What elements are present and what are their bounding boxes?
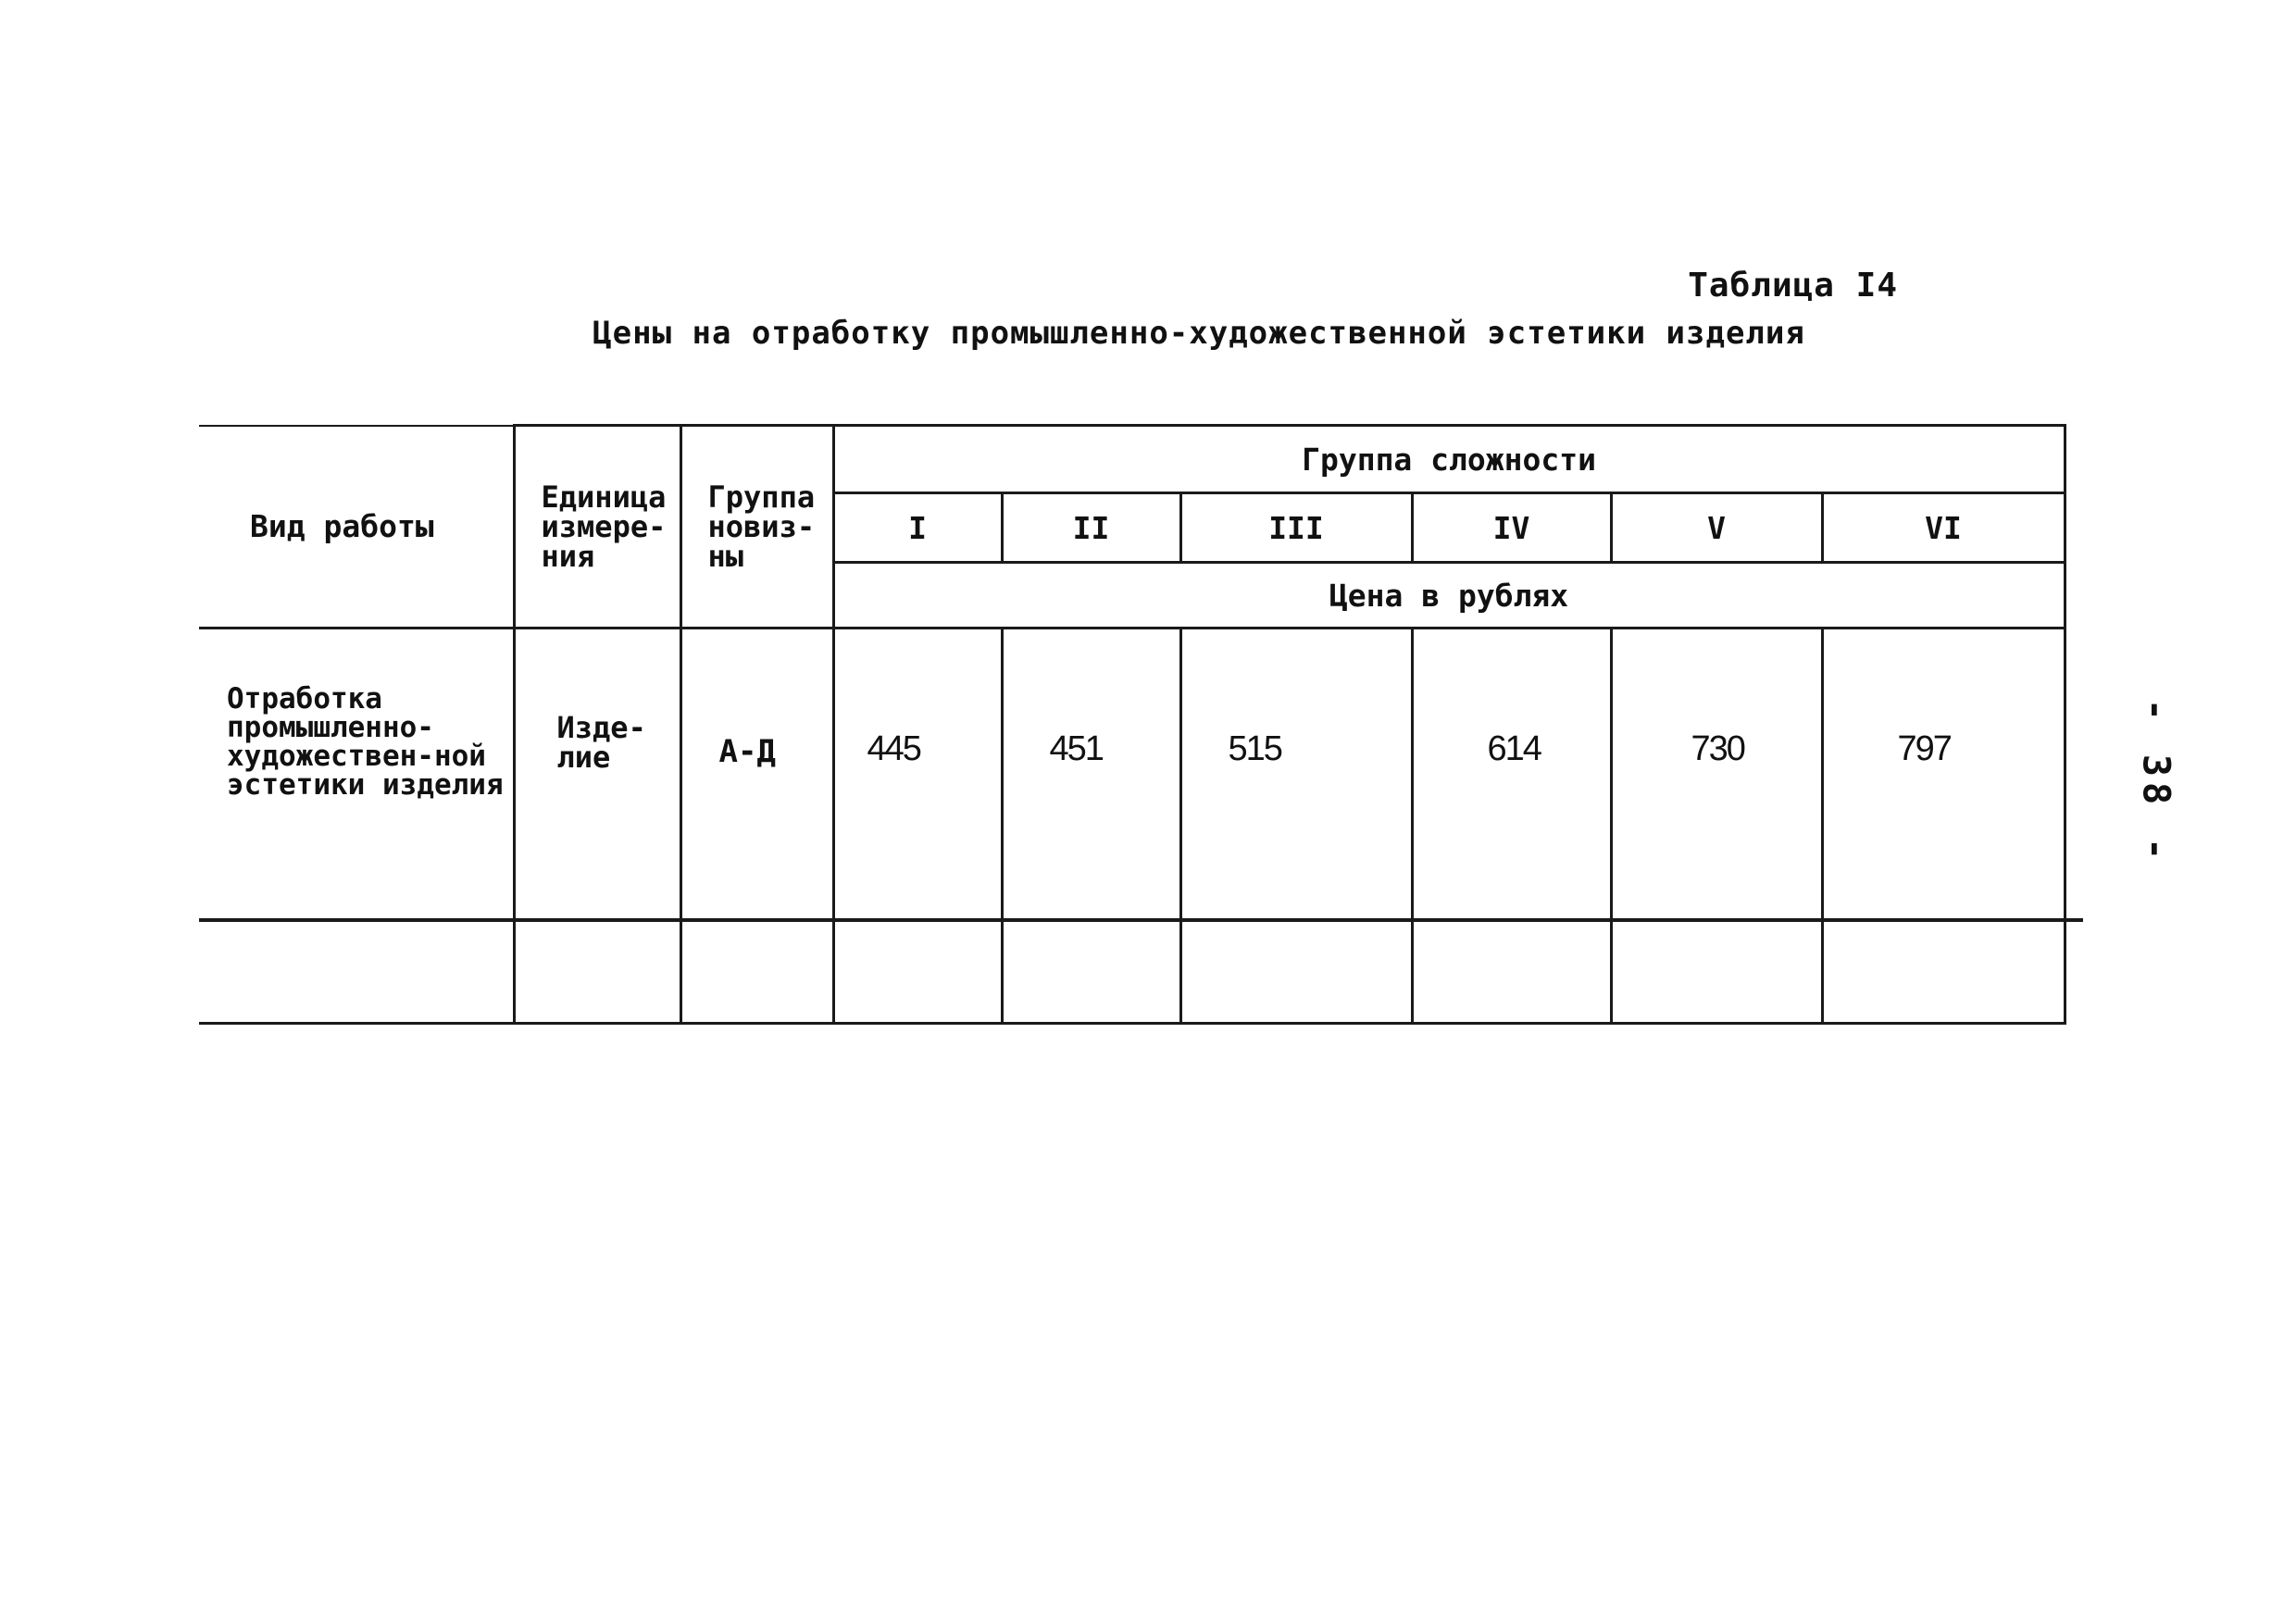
cell-unit: Изде-лие	[514, 629, 680, 1024]
cell-price: 730	[1611, 629, 1822, 1024]
table-row	[199, 629, 2065, 1024]
header-complexity-group: Группа сложности	[833, 426, 2065, 493]
cell-price: 614	[1412, 629, 1611, 1024]
bottom-rule	[199, 918, 2083, 922]
header-complexity-level: IV	[1412, 493, 1611, 563]
header-complexity-level: II	[1002, 493, 1180, 563]
header-complexity-level: III	[1180, 493, 1412, 563]
page-number: - 38 -	[2134, 698, 2177, 866]
cell-price: 445	[833, 629, 1002, 1024]
header-unit: Единица измере-ния	[514, 426, 680, 629]
header-complexity-level: V	[1611, 493, 1822, 563]
table-title: Цены на отработку промышленно-художественной эстетики изделия	[593, 315, 1805, 352]
table-label: Таблица I4	[1688, 267, 1898, 305]
header-work-type: Вид работы	[199, 426, 514, 629]
cell-work-type: Отработка промышленно-художествен-ной эстетики изделия	[199, 629, 514, 1024]
header-complexity-level: VI	[1822, 493, 2065, 563]
header-complexity-level: I	[833, 493, 1002, 563]
cell-price: 515	[1180, 629, 1412, 1024]
header-newness-group: Группа новиз-ны	[680, 426, 833, 629]
header-price-caption: Цена в рублях	[833, 563, 2065, 629]
cell-price: 451	[1002, 629, 1180, 1024]
cell-newness-group: А-Д	[680, 629, 833, 1024]
cell-price: 797	[1822, 629, 2065, 1024]
price-table	[199, 424, 2066, 1025]
